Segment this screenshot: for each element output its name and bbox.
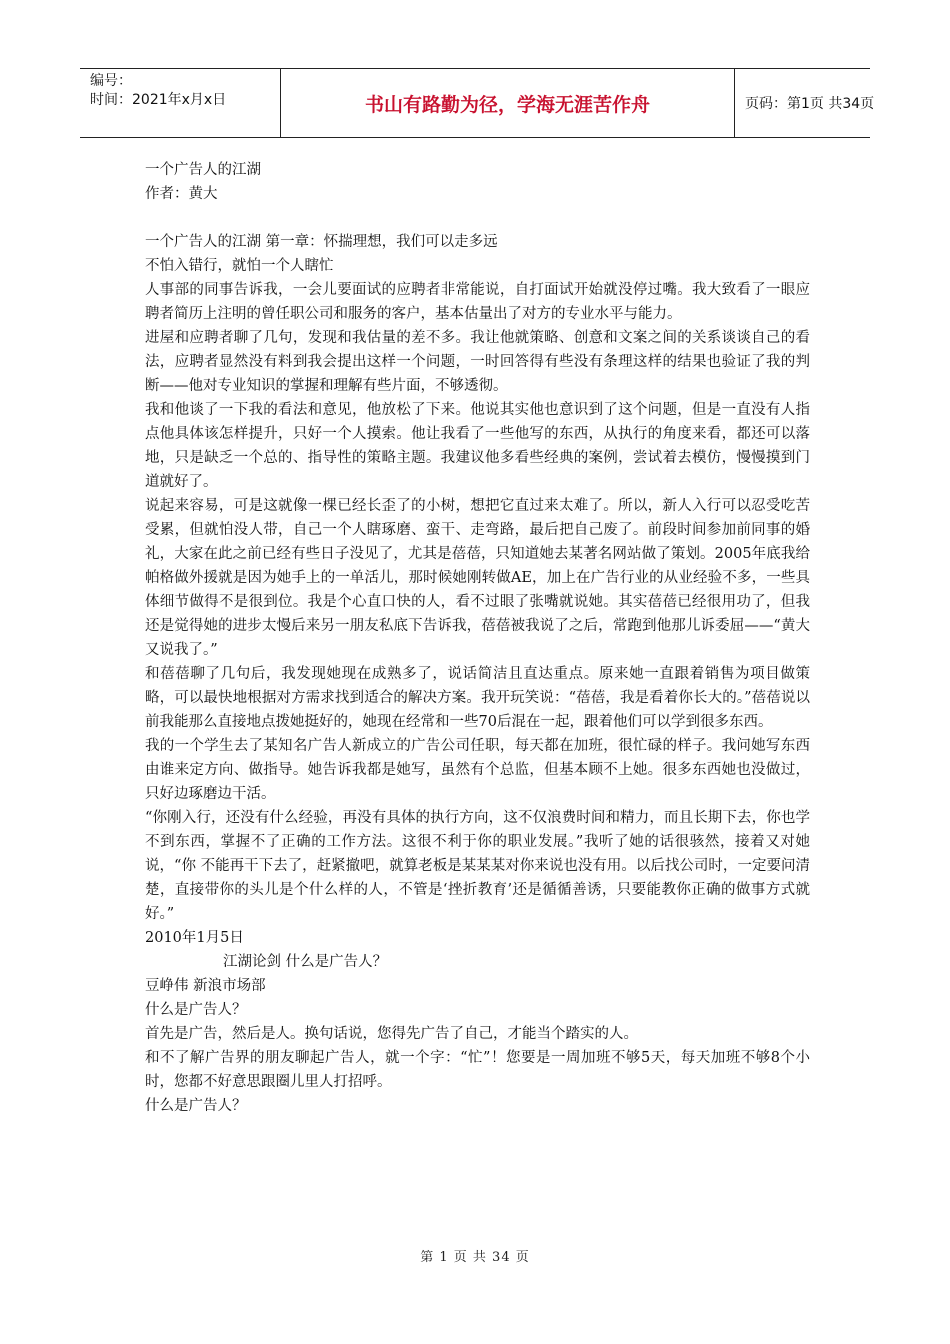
header-motto: 书山有路勤为径，学海无涯苦作舟 (280, 69, 735, 137)
header-page-info: 页码：第1页 共34页 (745, 96, 875, 112)
section2-question: 什么是广告人？ (145, 1002, 247, 1018)
section-heading: 不怕入错行，就怕一个人瞎忙 (145, 258, 334, 274)
paragraph: 我和他谈了一下我的看法和意见，他放松了下来。他说其实他也意识到了这个问题，但是一直没有人指点他具体该怎样提升，只好一个人摸索。他让我看了一些他写的东西，从执行的角度来看，都还可以落地，只是缺乏一个总的、指导性的策略主题。我建议他多看些经典的案例，尝试着去模仿，慢慢摸到门道就好了。 (145, 402, 810, 490)
paragraph: 和不了解广告界的朋友聊起广告人，就一个字：“忙”！您要是一周加班不够5天，每天加班不够8个小时，您都不好意思跟圈儿里人打招呼。 (145, 1050, 810, 1090)
paragraph: 进屋和应聘者聊了几句，发现和我估量的差不多。我让他就策略、创意和文案之间的关系谈谈自己的看法，应聘者显然没有料到我会提出这样一个问题，一时回答得有些没有条理这样的结果也验证了我的判断——他对专业知识的掌握和理解有些片面，不够透彻。 (145, 330, 810, 394)
paragraph: “你刚入行，还没有什么经验，再没有具体的执行方向，这不仅浪费时间和精力，而且长期下去，你也学不到东西，掌握不了正确的工作方法。这很不利于你的职业发展。”我听了她的话很骇然，接着又对她说，“你 不能再干下去了，赶紧撤吧，就算老板是某某某对你来说也没有用。以后找公司时，一定要问清楚，直接带你的头儿是个什么样的人，不管是‘挫折教育’还是循循善诱，只要能教你正确的做事方式就好。” (145, 810, 810, 922)
document-header (80, 68, 875, 138)
date-line: 2010年1月5日 (145, 930, 244, 946)
paragraph: 首先是广告，然后是人。换句话说，您得先广告了自己，才能当个踏实的人。 (145, 1026, 638, 1042)
chapter-heading: 一个广告人的江湖 第一章：怀揣理想，我们可以走多远 (145, 234, 498, 250)
paragraph: 人事部的同事告诉我，一会儿要面试的应聘者非常能说，自打面试开始就没停过嘴。我大致看了一眼应聘者简历上注明的曾任职公司和服务的客户，基本估量出了对方的专业水平与能力。 (145, 282, 810, 322)
paragraph: 说起来容易，可是这就像一棵已经长歪了的小树，想把它直过来太难了。所以，新人入行可以忍受吃苦受累，但就怕没人带，自己一个人瞎琢磨、蛮干、走弯路，最后把自己废了。前段时间参加前同事的婚礼，大家在此之前已经有些日子没见了，尤其是蓓蓓，只知道她去某著名网站做了策划。2005年底我给帕格做外援就是因为她手上的一单活儿，那时候她刚转做AE，加上在广告行业的从业经验不多，一些具体细节做得不是很到位。我是个心直口快的人，看不过眼了张嘴就说她。其实蓓蓓已经很用功了，但我还是觉得她的进步太慢后来另一朋友私底下告诉我，蓓蓓被我说了之后，常跑到他那儿诉委屈——“黄大又说我了。” (145, 498, 810, 658)
header-meta (80, 69, 280, 137)
section2-question: 什么是广告人？ (145, 1098, 247, 1114)
section2-heading: 江湖论剑 什么是广告人？ (223, 954, 388, 970)
header-number-label: 编号： (90, 73, 132, 89)
page-footer: 第 1 页 共 34 页 (420, 1250, 530, 1265)
paragraph: 我的一个学生去了某知名广告人新成立的广告公司任职，每天都在加班，很忙碌的样子。我问她写东西由谁来定方向、做指导。她告诉我都是她写，虽然有个总监，但基本顾不上她。很多东西她也没做过，只好边琢磨边干活。 (145, 738, 810, 802)
spacer (145, 206, 810, 230)
document-title: 一个广告人的江湖 (145, 162, 261, 178)
document-body (145, 158, 810, 1118)
section2-byline: 豆峥伟 新浪市场部 (145, 978, 266, 994)
paragraph: 和蓓蓓聊了几句后，我发现她现在成熟多了，说话简洁且直达重点。原来她一直跟着销售为项目做策略，可以最快地根据对方需求找到适合的解决方案。我开玩笑说：“蓓蓓，我是看着你长大的。”蓓蓓说以前我能那么直接地点拨她挺好的，她现在经常和一些70后混在一起，跟着他们可以学到很多东西。 (145, 666, 810, 730)
document-author: 作者：黄大 (145, 186, 218, 202)
header-time-label: 时间：2021年x月x日 (90, 92, 227, 108)
